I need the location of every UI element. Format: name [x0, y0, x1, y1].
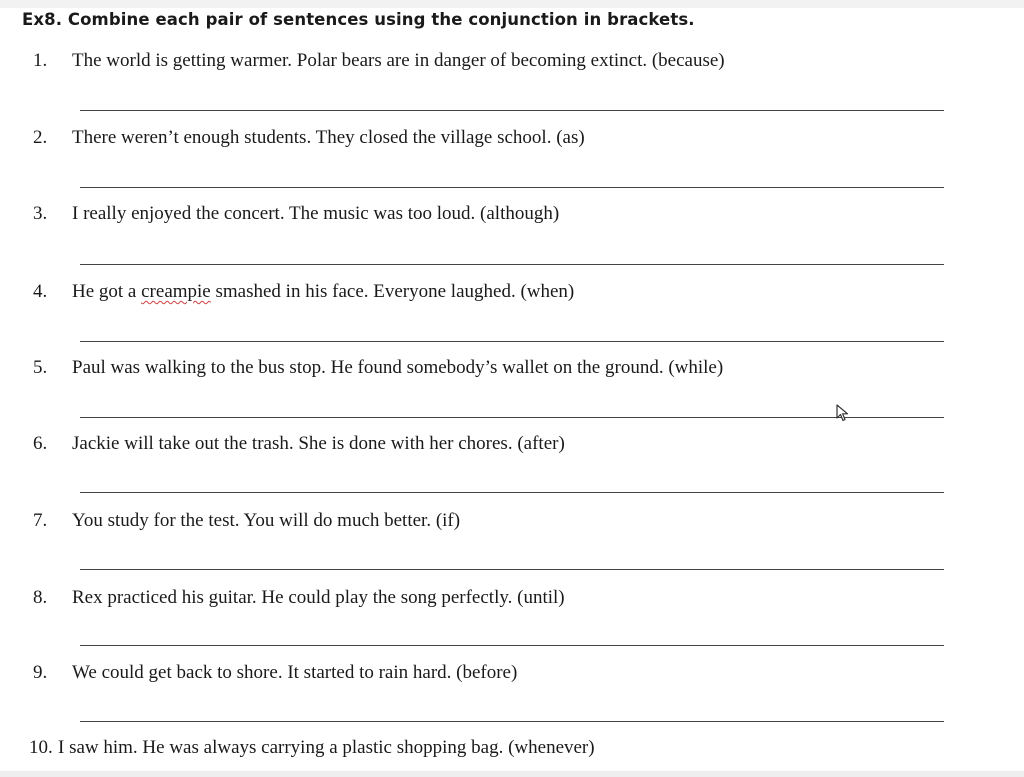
- item-text: I really enjoyed the concert. The music was too loud. (although): [72, 203, 560, 224]
- item-number: 4.: [33, 281, 48, 302]
- answer-line[interactable]: [80, 110, 944, 111]
- spellcheck-flagged-word: creampie: [141, 281, 211, 302]
- list-item: [0, 587, 1024, 627]
- item-number: 8.: [33, 587, 48, 608]
- list-item: [0, 433, 1024, 473]
- answer-line[interactable]: [80, 264, 944, 265]
- answer-line[interactable]: [80, 492, 944, 493]
- answer-line[interactable]: [80, 569, 944, 570]
- item-number: 9.: [33, 662, 48, 683]
- item-number: 2.: [33, 127, 48, 148]
- mouse-pointer-icon: [836, 404, 850, 422]
- item-number: 5.: [33, 357, 48, 378]
- item-text-after: smashed in his face. Everyone laughed. (when): [210, 281, 575, 302]
- item-text: [72, 281, 574, 303]
- item-text: Paul was walking to the bus stop. He found somebody’s wallet on the ground. (while): [72, 357, 724, 378]
- answer-line[interactable]: [80, 645, 944, 646]
- item-number: 6.: [33, 433, 48, 454]
- item-text-before: He got a: [72, 281, 142, 302]
- list-item: [0, 50, 1024, 90]
- item-text: There weren’t enough students. They closed the village school. (as): [72, 127, 585, 148]
- answer-line[interactable]: [80, 721, 944, 722]
- answer-line[interactable]: [80, 341, 944, 342]
- item-text: Jackie will take out the trash. She is done with her chores. (after): [72, 433, 565, 454]
- answer-line[interactable]: [80, 417, 944, 418]
- item-number: 3.: [33, 203, 48, 224]
- item-number: 7.: [33, 510, 48, 531]
- list-item: [0, 203, 1024, 243]
- list-item: [0, 281, 1024, 321]
- item-number: 10.: [29, 737, 53, 758]
- list-item: [0, 662, 1024, 702]
- answer-line[interactable]: [80, 187, 944, 188]
- item-number: 1.: [33, 50, 48, 71]
- list-item: [0, 127, 1024, 167]
- item-text: I saw him. He was always carrying a plastic shopping bag. (whenever): [58, 737, 595, 758]
- exercise-title: Ex8. Combine each pair of sentences using the conjunction in brackets.: [22, 10, 695, 29]
- item-text: Rex practiced his guitar. He could play the song perfectly. (until): [72, 587, 565, 608]
- list-item: [0, 510, 1024, 550]
- list-item: [0, 357, 1024, 397]
- bottom-edge: [0, 771, 1024, 777]
- item-text: The world is getting warmer. Polar bears are in danger of becoming extinct. (because): [72, 50, 725, 71]
- item-text: We could get back to shore. It started to rain hard. (before): [72, 662, 518, 683]
- item-text: You study for the test. You will do much better. (if): [72, 510, 461, 531]
- top-edge: [0, 0, 1024, 8]
